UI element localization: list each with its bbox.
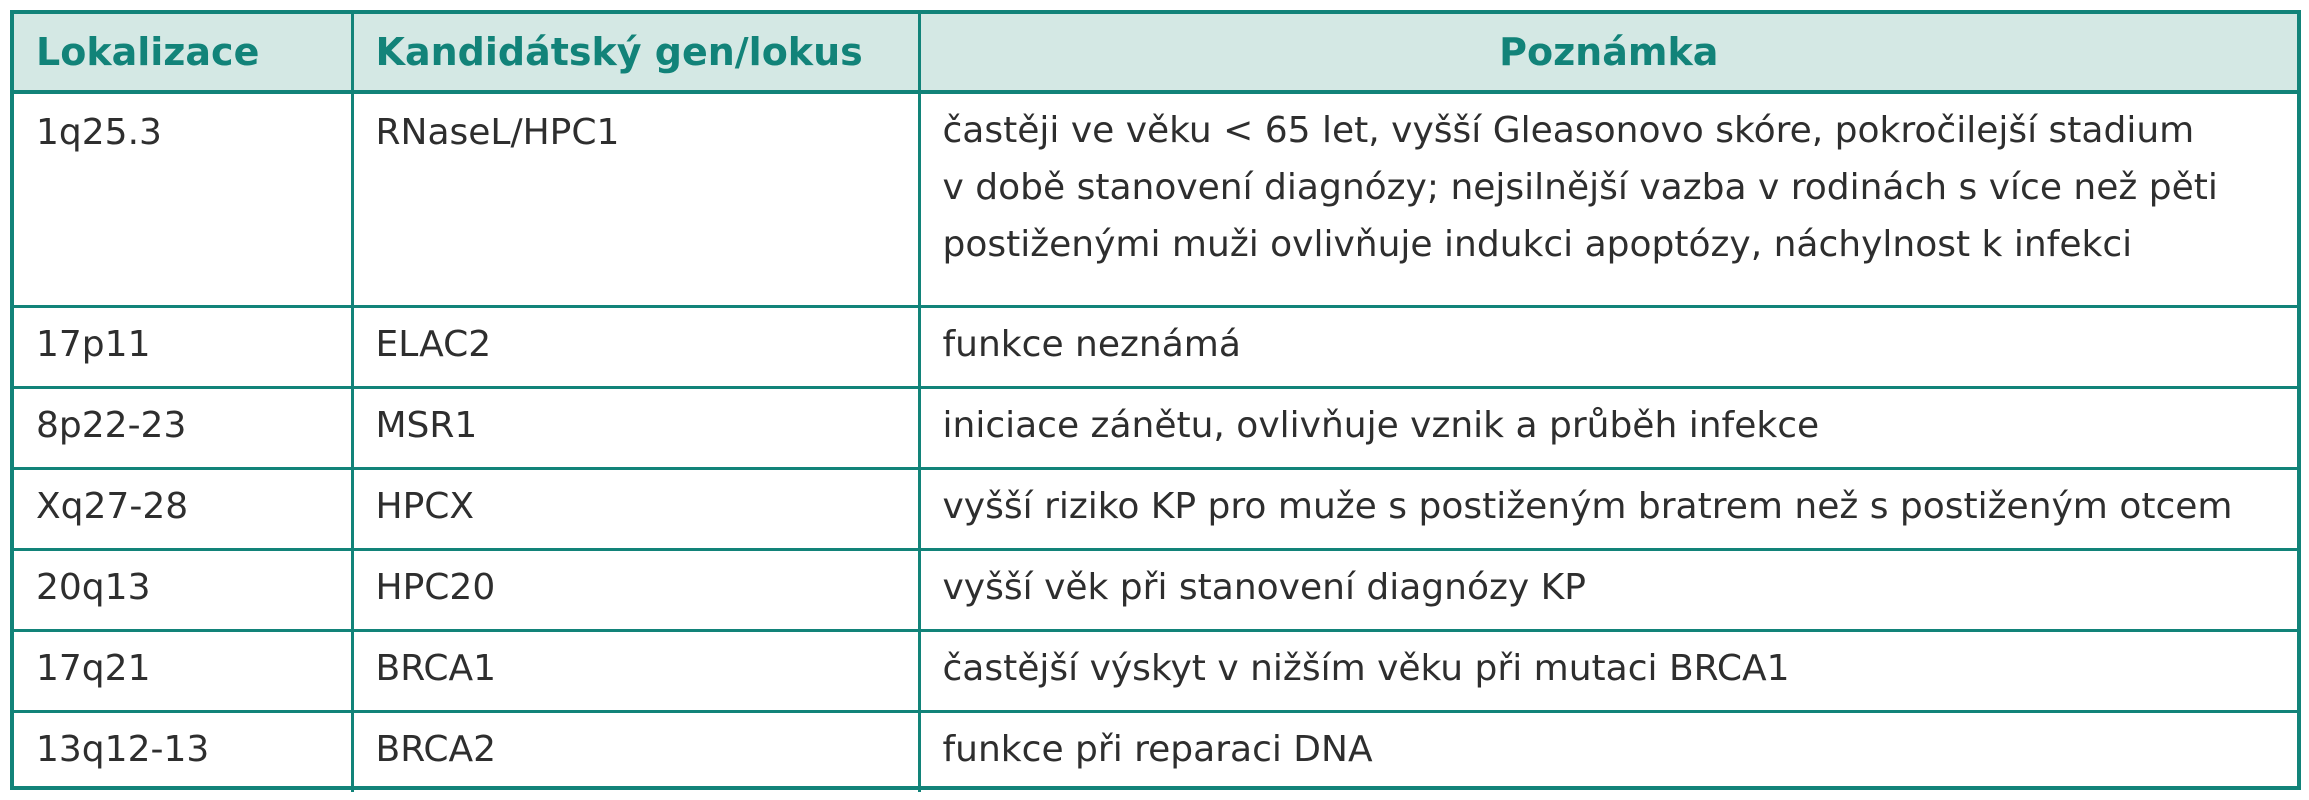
table-row — [14, 468, 2297, 549]
table-row — [14, 92, 2297, 306]
cell-gen: BRCA1 — [352, 630, 919, 711]
table-row — [14, 387, 2297, 468]
cell-gen: BRCA2 — [352, 711, 919, 792]
cell-poznamka: iniciace zánětu, ovlivňuje vznik a průběh infekce — [919, 387, 2297, 468]
cell-poznamka: funkce při reparaci DNA — [942, 728, 1373, 770]
header-row — [14, 14, 2297, 92]
cell-gen: MSR1 — [352, 387, 919, 468]
cell-gen: HPCX — [352, 468, 919, 549]
cell-poznamka: vyšší věk při stanovení diagnózy KP — [919, 549, 2297, 630]
cell-lokalizace: Xq27-28 — [14, 468, 352, 549]
cell-lokalizace: 1q25.3 — [14, 92, 352, 306]
cell-gen: RNaseL/HPC1 — [352, 92, 919, 306]
cell-lokalizace: 17q21 — [14, 630, 352, 711]
table-row — [14, 306, 2297, 387]
header-lokalizace: Lokalizace — [14, 14, 352, 92]
table-row — [14, 549, 2297, 630]
cell-lokalizace: 13q12-13 — [14, 711, 352, 792]
table-row — [14, 711, 2297, 792]
note-line: v době stanovení diagnózy; nejsilnější vazba v rodinách s více než pěti — [942, 167, 2218, 208]
gene-table — [14, 14, 2297, 792]
note-line: postiženými muži ovlivňuje indukci apoptózy, náchylnost k infekci — [942, 224, 2133, 265]
cell-poznamka — [919, 92, 2297, 306]
cell-poznamka: vyšší riziko KP pro muže s postiženým bratrem než s postiženým otcem — [919, 468, 2297, 549]
cell-poznamka: funkce neznámá — [919, 306, 2297, 387]
table-frame — [10, 10, 2301, 790]
cell-gen: HPC20 — [352, 549, 919, 630]
table-row — [14, 630, 2297, 711]
cell-poznamka: častější výskyt v nižším věku při mutaci BRCA1 — [919, 630, 2297, 711]
header-kandidatsky-gen: Kandidátský gen/lokus — [352, 14, 919, 92]
cell-lokalizace: 8p22-23 — [14, 387, 352, 468]
header-poznamka: Poznámka — [919, 14, 2297, 92]
note-line: častěji ve věku < 65 let, vyšší Gleasonovo skóre, pokročilejší stadium — [942, 110, 2195, 151]
cell-lokalizace: 17p11 — [14, 306, 352, 387]
cell-lokalizace: 20q13 — [14, 549, 352, 630]
cell-gen: ELAC2 — [352, 306, 919, 387]
